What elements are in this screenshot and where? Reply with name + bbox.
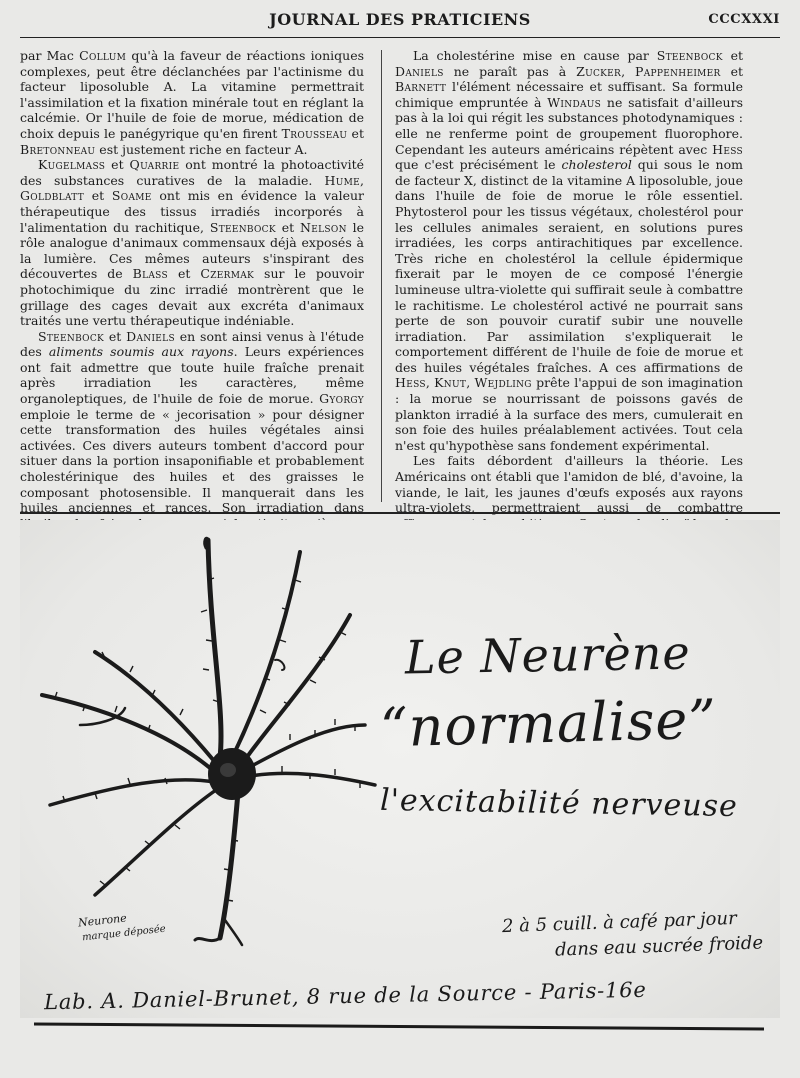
author-name: Wejdling: [474, 375, 532, 391]
author-name: Goldblatt: [20, 188, 85, 204]
left-column: [20, 48, 365, 516]
author-name: Kugelmass: [38, 157, 106, 173]
author-name: Quarrie: [129, 157, 180, 173]
author-name: Zucker: [576, 63, 622, 79]
ad-slogan-normalise: “normalise”: [379, 687, 718, 760]
author-name: Pappenheimer: [635, 63, 721, 79]
emphasis: aliments soumis aux rayons: [48, 344, 234, 360]
product-name: Le Neurène: [404, 625, 692, 685]
author-name: Gyorgy: [319, 391, 364, 407]
author-name: Hess: [395, 375, 426, 391]
dosage-line-1: 2 à 5 cuill. à café par jour: [501, 907, 737, 938]
author-name: Hess: [712, 141, 743, 157]
right-paragraph-1: La cholestérine mise en cause par Steenbock et Daniels ne paraît pas à Zucker, Pappenheimer et Barnett l'élément nécessaire et suffisant. Sa formule chimique empruntée à Windaus ne satisfait d'ailleurs pas à la loi qui régit les substances photodynamiques : elle ne renferme point de groupement fluorophore. Cependant les auteurs américains répètent avec Hess que c'est précisément le cholesterol qui sous le nom de facteur X, distinct de la vitamine A liposoluble, joue dans l'huile de foie de morue le rôle essentiel. Phytosterol pour les tissus végétaux, cholestérol pour les cellules animales seraient, en solutions pures irradiées, les corps antirachitiques par excellence. Très riche en cholestérol la cellule épidermique fixerait par le moyen de ce composé l'énergie lumineuse ultra-violette qui suffirait seule à combattre le rachitisme. Le cholestérol activé ne pourrait sans perte de son pouvoir curatif subir une nouvelle irradiation. Par assimilation s'expliquerait le comportement différent de l'huile de foie de morue et des huiles végétales fraîches. A ces affirmations de Hess, Knut, Wejdling prête l'appui de son imagination : la morue se nourrissant de poissons gavés de plankton irradié à la surface des mers, cumulerait en son foie des huiles préalablement activées. Tout cela n'est qu'hypothèse sans fondement expérimental.: [395, 48, 744, 453]
author-name: Collum: [79, 48, 127, 63]
author-name: Blass: [132, 266, 168, 282]
author-name: Trousseau: [281, 125, 348, 141]
neurene-advertisement: [20, 520, 780, 1040]
author-name: Bretonneau: [20, 141, 96, 157]
laboratory-address: Lab. A. Daniel-Brunet, 8 rue de la Source - Paris-16e: [43, 977, 647, 1015]
left-paragraph-1: par Mac Collum qu'à la faveur de réactions ioniques complexes, peut être déclanchées par l'actinisme du facteur liposoluble A. La vitamine permettrait l'assimilation et la fixation minérale tout en réglant la calcémie. Or l'huile de foie de morue, médication de choix depuis le panégyrique qu'en firent Trousseau et Bretonneau est justement riche en facteur A.: [20, 48, 364, 157]
author-name: Soame: [111, 188, 152, 204]
author-name: Daniels: [126, 328, 175, 344]
left-paragraph-3: Steenbock et Daniels en sont ainsi venus à l'étude des aliments soumis aux rayons. Leurs expériences ont fait admettre que toute huile fraîche prenait après irradiation les caractères, même organoleptiques, de l'huile de foie de morue. Gyorgy emploie le terme de « jecorisation » pour désigner cette transformation des huiles végétales ainsi activées. Ces divers auteurs tombent d'accord pour situer dans la portion insaponifiable et probablement cholestérinique des huiles et des graisses le composant photosensible. Il manquerait dans les huiles anciennes et rances. Son irradiation dans: [20, 328, 365, 516]
author-name: Steenbock: [38, 328, 105, 344]
header-rule: [20, 37, 780, 38]
advertisement-bottom-rule: [34, 1022, 764, 1030]
emphasis: cholesterol: [561, 157, 632, 173]
right-column: [395, 48, 744, 516]
running-head: JOURNAL DES PRATICIENS: [269, 10, 531, 29]
author-name: Hume: [324, 172, 361, 188]
right-paragraph-2: Les faits débordent d'ailleurs la théorie. Les Américains ont établi que l'amidon de blé, d'avoine, la viande, le lait, les jaunes d'œufs exposés aux rayons ultra-violets, permettraient aussi de combattre: [395, 453, 743, 516]
author-name: Nelson: [300, 219, 347, 235]
article-columns: [20, 48, 780, 516]
author-name: Steenbock: [656, 48, 723, 63]
dosage-line-2: dans eau sucrée froide: [554, 932, 764, 961]
column-divider: [381, 50, 382, 502]
author-name: Knut: [434, 375, 467, 391]
author-name: Barnett: [395, 79, 447, 95]
page-header: [20, 8, 780, 38]
trademark-caption: marque déposée: [81, 923, 167, 944]
section-separator-rule: [20, 512, 780, 514]
neuron-caption: Neurone: [77, 911, 128, 930]
author-name: Czermak: [200, 266, 255, 282]
author-name: Daniels: [395, 63, 444, 79]
left-paragraph-2: Kugelmass et Quarrie ont montré la photoactivité des substances curatives de la maladie. Hume, Goldblatt et Soame ont mis en évidence la valeur thérapeutique des tissus irradiés incorporés à l'alimentation du rachitique, Steenbock et Nelson le rôle analogue d'animaux commensaux déjà exposés à la lumière. Ces mêmes auteurs s'inspirant des découvertes de Blass et Czermak sur le pouvoir photochimique du zinc irradié montrèrent que le grillage des cages devait aux excréta d'animaux traités une vertu thérapeutique indéniable.: [20, 157, 365, 329]
ad-slogan-excitabilite: l'excitabilité nerveuse: [379, 782, 739, 825]
author-name: Steenbock: [209, 219, 276, 235]
page-number: CCCXXXI: [708, 12, 780, 27]
author-name: Windaus: [547, 94, 602, 110]
neuron-illustration-icon: [20, 520, 400, 960]
